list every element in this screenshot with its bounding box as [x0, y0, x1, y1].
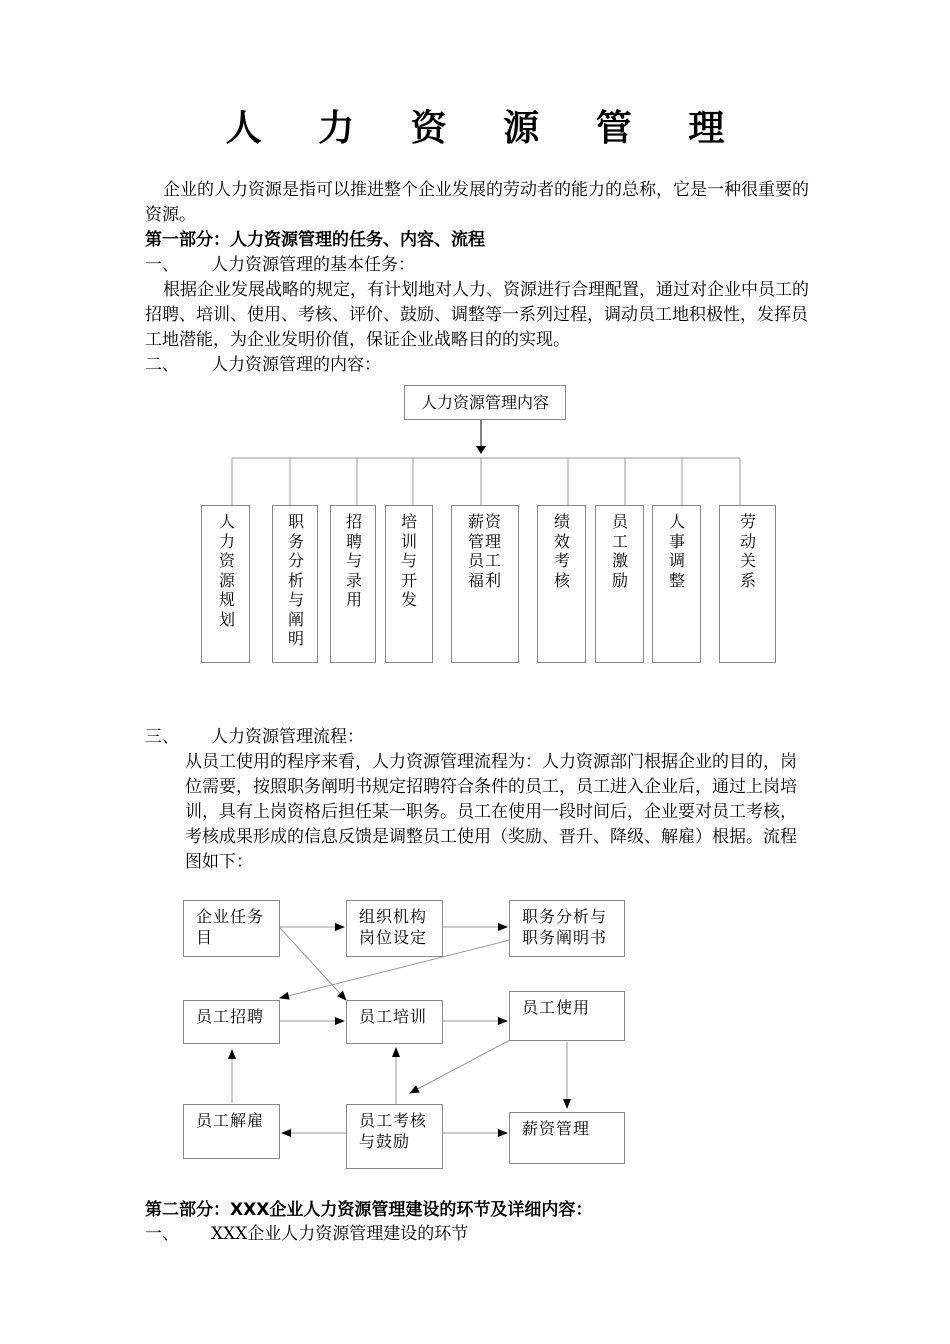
flow-box-assess: 员工考核与鼓励: [346, 1104, 443, 1169]
content-root-box: 人力资源管理内容: [404, 385, 566, 420]
content-item-glyph: 规: [218, 590, 235, 609]
content-item-text-row: 薪资: [467, 512, 502, 531]
content-item-text-row: 管理: [467, 531, 502, 551]
content-item-glyph: 培: [400, 512, 417, 531]
sec2-title: 人力资源管理的内容：: [211, 355, 381, 375]
content-item-recruitment: [345, 512, 363, 610]
content-item-training: [400, 512, 418, 610]
content-item-glyph: 关: [739, 551, 756, 570]
content-item-glyph: 发: [400, 590, 417, 609]
content-item-glyph: 人: [218, 512, 235, 531]
sec3-title: 人力资源管理流程：: [211, 727, 364, 747]
content-item-glyph: 明: [287, 629, 304, 648]
sec2-number: 二、: [145, 355, 179, 375]
content-item-glyph: 开: [400, 570, 417, 590]
content-item-glyph: 职: [287, 512, 304, 531]
content-item-job-analysis: [287, 512, 305, 649]
content-item-glyph: 与: [345, 551, 362, 570]
content-item-labor-relations: [739, 512, 757, 590]
content-item-glyph: 调: [668, 551, 685, 570]
flow-box-org: 组织机构岗位设定: [346, 900, 443, 957]
content-item-glyph: 核: [553, 570, 570, 590]
part2-sec1-heading: [145, 1222, 810, 1247]
content-item-glyph: 考: [553, 551, 570, 570]
content-item-salary-welfare: [467, 512, 503, 590]
page-title: 人 力 资 源 管 理: [225, 108, 747, 149]
content-item-glyph: 力: [218, 531, 235, 551]
content-item-incentive: [611, 512, 629, 590]
sec3-body: 从员工使用的程序来看，人力资源管理流程为：人力资源部门根据企业的目的，岗位需要，按照职务阐明书规定招聘符合条件的员工，员工进入企业后，通过上岗培训，具有上岗资格后担任某一职务。员工在使用一段时间后，企业要对员工考核，考核成果形成的信息反馈是调整员工使用（奖励、晋升、降级、解雇）根据。流程图如下：: [185, 752, 797, 872]
content-item-glyph: 训: [400, 531, 417, 551]
content-item-glyph: 与: [400, 551, 417, 570]
flow-box-use: 员工使用: [509, 991, 625, 1041]
content-item-glyph: 励: [611, 570, 628, 590]
sec1-number: 一、: [145, 255, 179, 275]
content-item-glyph: 招: [345, 512, 362, 531]
flow-box-task: 企业任务目: [183, 900, 280, 957]
content-item-text-row: 员工: [467, 551, 502, 570]
sec1-body: 根据企业发展战略的规定，有计划地对人力、资源进行合理配置，通过对企业中员工的招聘、培训、使用、考核、评价、鼓励、调整等一系列过程，调动员工地积极性，发挥员工地潜能，为企业发明价值，保证企业战略目的的实现。: [145, 280, 809, 350]
content-item-glyph: 源: [218, 570, 235, 590]
flow-box-job: 职务分析与职务阐明书: [509, 900, 625, 957]
sec3-number: 三、: [145, 727, 179, 747]
intro-paragraph: 企业的人力资源是指可以推进整个企业发展的劳动者的能力的总称，它是一种很重要的资源。: [145, 180, 809, 225]
content-item-glyph: 录: [345, 570, 362, 590]
content-item-glyph: 工: [611, 531, 628, 551]
content-item-glyph: 用: [345, 590, 362, 609]
content-item-glyph: 员: [611, 512, 628, 531]
content-item-glyph: 析: [287, 570, 304, 590]
content-item-glyph: 劳: [739, 512, 756, 531]
content-item-adjustment: [668, 512, 686, 590]
content-item-performance: [553, 512, 571, 590]
flow-box-recruit: 员工招聘: [183, 1000, 280, 1044]
sec1-title: 人力资源管理的基本任务：: [211, 255, 415, 275]
content-item-glyph: 事: [668, 531, 685, 551]
content-item-glyph: 聘: [345, 531, 362, 551]
content-item-glyph: 务: [287, 531, 304, 551]
content-item-glyph: 整: [668, 570, 685, 590]
flow-box-train: 员工培训: [346, 1000, 443, 1044]
content-item-glyph: 激: [611, 551, 628, 570]
part2-heading: 第二部分：XXX企业人力资源管理建设的环节及详细内容：: [145, 1200, 593, 1220]
content-item-glyph: 绩: [553, 512, 570, 531]
flow-box-fire: 员工解雇: [183, 1104, 280, 1159]
content-item-glyph: 划: [218, 609, 235, 629]
part2-sec1-number: 一、: [145, 1224, 179, 1244]
content-item-hr-planning: [218, 512, 236, 629]
content-item-glyph: 效: [553, 531, 570, 551]
content-item-glyph: 与: [287, 590, 304, 609]
part1-heading: 第一部分：人力资源管理的任务、内容、流程: [145, 230, 485, 250]
content-item-glyph: 系: [739, 570, 756, 590]
part2-sec1-title: XXX企业人力资源管理建设的环节: [211, 1224, 469, 1244]
content-item-glyph: 阐: [287, 609, 304, 629]
content-item-text-row: 福利: [467, 570, 502, 590]
content-item-glyph: 分: [287, 551, 304, 570]
content-item-glyph: 动: [739, 531, 756, 551]
flow-box-salary: 薪资管理: [509, 1112, 625, 1164]
sec3-heading: [145, 725, 810, 750]
content-item-glyph: 资: [218, 551, 235, 570]
content-item-glyph: 人: [668, 512, 685, 531]
